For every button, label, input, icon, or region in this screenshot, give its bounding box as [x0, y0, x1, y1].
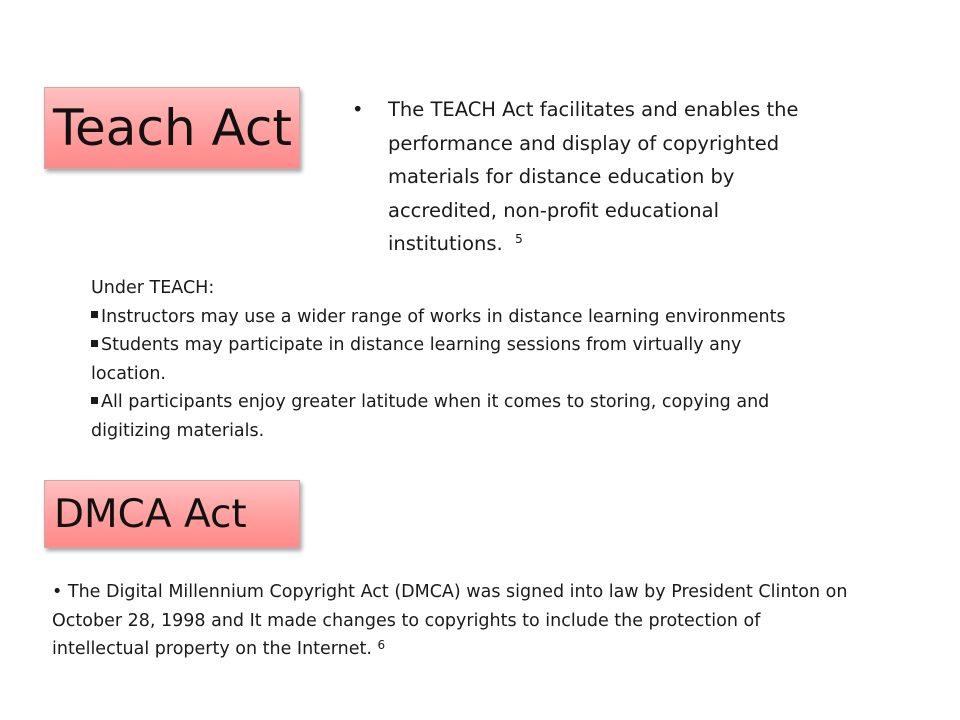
square-bullet-icon [91, 340, 98, 347]
teach-line-3: materials for distance education by [388, 165, 735, 188]
under-teach-list [91, 274, 891, 445]
bullet-icon: • [52, 582, 63, 602]
teach-footnote: 5 [515, 232, 523, 246]
teach-act-title-box [44, 87, 300, 169]
under-teach-item-continuation: location. [91, 363, 166, 384]
under-teach-item-text: Instructors may use a wider range of works in distance learning environments [101, 306, 786, 327]
under-teach-heading: Under TEACH: [91, 278, 215, 298]
teach-line-1: The TEACH Act facilitates and enables the [388, 98, 799, 121]
dmca-act-description [52, 578, 942, 664]
square-bullet-icon [91, 311, 98, 318]
dmca-line-1 [52, 578, 942, 607]
under-teach-item-text: All participants enjoy greater latitude when it comes to storing, copying and [101, 392, 770, 412]
under-teach-item [91, 303, 891, 332]
dmca-act-title: DMCA Act [54, 491, 247, 537]
teach-act-description [352, 93, 842, 261]
teach-line-2: performance and display of copyrighted [388, 131, 780, 155]
dmca-act-title-box [44, 480, 300, 548]
under-teach-item [91, 331, 891, 360]
dmca-line-2: October 28, 1998 and It made changes to copyrights to include the protection of [52, 610, 761, 631]
square-bullet-icon [91, 397, 98, 404]
dmca-line-text: intellectual property on the Internet. [52, 639, 372, 659]
bullet-icon: • [352, 98, 364, 121]
dmca-footnote: 6 [377, 638, 386, 652]
teach-line-4: accredited, non-profit educational [388, 198, 720, 222]
teach-act-bullet-item [352, 93, 842, 261]
teach-line-5: institutions. [388, 232, 503, 255]
dmca-line-text: The Digital Millennium Copyright Act (DMCA) was signed into law by President Clinton on [67, 582, 848, 602]
under-teach-item [91, 388, 891, 417]
under-teach-item-text: Students may participate in distance learning sessions from virtually any [101, 335, 742, 355]
dmca-line-3 [52, 635, 942, 664]
teach-act-title: Teach Act [53, 99, 292, 157]
under-teach-item-continuation: digitizing materials. [91, 420, 265, 441]
